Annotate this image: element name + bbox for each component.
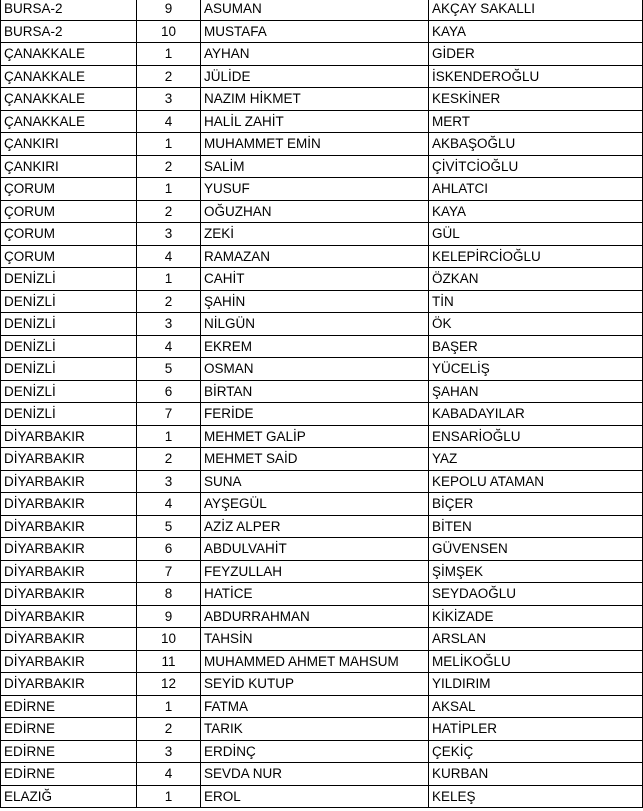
table-row <box>1 155 643 178</box>
table-row <box>1 763 643 786</box>
rank-cell: 3 <box>137 313 201 336</box>
first-name-cell: MUSTAFA <box>201 20 429 43</box>
province-cell: DİYARBAKIR <box>1 560 137 583</box>
table-row <box>1 178 643 201</box>
table-row <box>1 650 643 673</box>
first-name-cell: BİRTAN <box>201 380 429 403</box>
last-name-cell: SEYDAOĞLU <box>429 583 643 606</box>
last-name-cell: AHLATCI <box>429 178 643 201</box>
province-cell: ÇANKIRI <box>1 155 137 178</box>
last-name-cell: ÖZKAN <box>429 268 643 291</box>
last-name-cell: YAZ <box>429 448 643 471</box>
first-name-cell: ABDULVAHİT <box>201 538 429 561</box>
first-name-cell: HALİL ZAHİT <box>201 110 429 133</box>
province-cell: DİYARBAKIR <box>1 605 137 628</box>
table-row <box>1 538 643 561</box>
province-cell: EDİRNE <box>1 695 137 718</box>
first-name-cell: FEYZULLAH <box>201 560 429 583</box>
rank-cell: 3 <box>137 223 201 246</box>
first-name-cell: ABDURRAHMAN <box>201 605 429 628</box>
rank-cell: 1 <box>137 695 201 718</box>
table-row <box>1 560 643 583</box>
first-name-cell: MEHMET GALİP <box>201 425 429 448</box>
table-row <box>1 358 643 381</box>
last-name-cell: GÜL <box>429 223 643 246</box>
table-row <box>1 425 643 448</box>
province-cell: DENİZLİ <box>1 380 137 403</box>
last-name-cell: KABADAYILAR <box>429 403 643 426</box>
last-name-cell: YILDIRIM <box>429 673 643 696</box>
rank-cell: 4 <box>137 763 201 786</box>
last-name-cell: GİDER <box>429 43 643 66</box>
last-name-cell: ÖK <box>429 313 643 336</box>
last-name-cell: ARSLAN <box>429 628 643 651</box>
table-row <box>1 313 643 336</box>
first-name-cell: NİLGÜN <box>201 313 429 336</box>
table-row <box>1 65 643 88</box>
table-row <box>1 200 643 223</box>
rank-cell: 2 <box>137 448 201 471</box>
table-row <box>1 133 643 156</box>
last-name-cell: ÇEKİÇ <box>429 740 643 763</box>
last-name-cell: KELEŞ <box>429 785 643 808</box>
first-name-cell: MUHAMMET EMİN <box>201 133 429 156</box>
last-name-cell: GÜVENSEN <box>429 538 643 561</box>
last-name-cell: YÜCELİŞ <box>429 358 643 381</box>
province-cell: EDİRNE <box>1 718 137 741</box>
last-name-cell: AKSAL <box>429 695 643 718</box>
rank-cell: 7 <box>137 403 201 426</box>
table-row <box>1 583 643 606</box>
first-name-cell: AZİZ ALPER <box>201 515 429 538</box>
last-name-cell: AKBAŞOĞLU <box>429 133 643 156</box>
rank-cell: 10 <box>137 628 201 651</box>
first-name-cell: AYŞEGÜL <box>201 493 429 516</box>
first-name-cell: AYHAN <box>201 43 429 66</box>
first-name-cell: NAZIM HİKMET <box>201 88 429 111</box>
last-name-cell: AKÇAY SAKALLI <box>429 0 643 20</box>
province-cell: ÇORUM <box>1 223 137 246</box>
rank-cell: 6 <box>137 380 201 403</box>
province-cell: DİYARBAKIR <box>1 515 137 538</box>
table-row <box>1 515 643 538</box>
province-cell: ÇORUM <box>1 245 137 268</box>
province-cell: DİYARBAKIR <box>1 493 137 516</box>
province-cell: ÇANKIRI <box>1 133 137 156</box>
province-cell: ÇANAKKALE <box>1 65 137 88</box>
province-cell: ÇANAKKALE <box>1 88 137 111</box>
last-name-cell: KURBAN <box>429 763 643 786</box>
last-name-cell: KAYA <box>429 20 643 43</box>
rank-cell: 10 <box>137 20 201 43</box>
rank-cell: 6 <box>137 538 201 561</box>
province-cell: DİYARBAKIR <box>1 448 137 471</box>
province-cell: EDİRNE <box>1 740 137 763</box>
first-name-cell: ASUMAN <box>201 0 429 20</box>
first-name-cell: TARIK <box>201 718 429 741</box>
rank-cell: 1 <box>137 268 201 291</box>
last-name-cell: BAŞER <box>429 335 643 358</box>
table-row <box>1 740 643 763</box>
last-name-cell: KEPOLU ATAMAN <box>429 470 643 493</box>
table-row <box>1 605 643 628</box>
table-row <box>1 223 643 246</box>
last-name-cell: MELİKOĞLU <box>429 650 643 673</box>
province-cell: DİYARBAKIR <box>1 425 137 448</box>
last-name-cell: KESKİNER <box>429 88 643 111</box>
first-name-cell: SALİM <box>201 155 429 178</box>
table-row <box>1 448 643 471</box>
province-cell: DENİZLİ <box>1 358 137 381</box>
last-name-cell: ENSARİOĞLU <box>429 425 643 448</box>
table-row <box>1 785 643 808</box>
first-name-cell: FATMA <box>201 695 429 718</box>
table-row <box>1 628 643 651</box>
first-name-cell: ERDİNÇ <box>201 740 429 763</box>
table-row <box>1 110 643 133</box>
table-row <box>1 245 643 268</box>
first-name-cell: YUSUF <box>201 178 429 201</box>
table-row <box>1 290 643 313</box>
last-name-cell: KİKİZADE <box>429 605 643 628</box>
last-name-cell: BİTEN <box>429 515 643 538</box>
first-name-cell: OSMAN <box>201 358 429 381</box>
first-name-cell: ŞAHİN <box>201 290 429 313</box>
rank-cell: 8 <box>137 583 201 606</box>
table-row <box>1 20 643 43</box>
rank-cell: 1 <box>137 178 201 201</box>
last-name-cell: KAYA <box>429 200 643 223</box>
last-name-cell: ŞAHAN <box>429 380 643 403</box>
candidate-table-body <box>1 0 643 808</box>
table-row <box>1 268 643 291</box>
province-cell: DİYARBAKIR <box>1 673 137 696</box>
rank-cell: 4 <box>137 493 201 516</box>
rank-cell: 2 <box>137 290 201 313</box>
first-name-cell: OĞUZHAN <box>201 200 429 223</box>
first-name-cell: CAHİT <box>201 268 429 291</box>
last-name-cell: TİN <box>429 290 643 313</box>
rank-cell: 4 <box>137 335 201 358</box>
province-cell: ÇANAKKALE <box>1 110 137 133</box>
rank-cell: 3 <box>137 88 201 111</box>
province-cell: ÇORUM <box>1 178 137 201</box>
table-row <box>1 695 643 718</box>
rank-cell: 9 <box>137 0 201 20</box>
last-name-cell: KELEPİRCİOĞLU <box>429 245 643 268</box>
rank-cell: 2 <box>137 155 201 178</box>
rank-cell: 2 <box>137 65 201 88</box>
table-row <box>1 43 643 66</box>
province-cell: DİYARBAKIR <box>1 470 137 493</box>
province-cell: BURSA-2 <box>1 0 137 20</box>
rank-cell: 3 <box>137 470 201 493</box>
first-name-cell: HATİCE <box>201 583 429 606</box>
table-row <box>1 88 643 111</box>
rank-cell: 12 <box>137 673 201 696</box>
first-name-cell: FERİDE <box>201 403 429 426</box>
last-name-cell: MERT <box>429 110 643 133</box>
province-cell: ÇANAKKALE <box>1 43 137 66</box>
table-row <box>1 403 643 426</box>
first-name-cell: TAHSİN <box>201 628 429 651</box>
rank-cell: 11 <box>137 650 201 673</box>
province-cell: DENİZLİ <box>1 403 137 426</box>
rank-cell: 4 <box>137 110 201 133</box>
province-cell: DENİZLİ <box>1 335 137 358</box>
table-row <box>1 718 643 741</box>
province-cell: ELAZIĞ <box>1 785 137 808</box>
table-row <box>1 380 643 403</box>
last-name-cell: HATİPLER <box>429 718 643 741</box>
first-name-cell: EKREM <box>201 335 429 358</box>
rank-cell: 5 <box>137 358 201 381</box>
table-row <box>1 673 643 696</box>
last-name-cell: BİÇER <box>429 493 643 516</box>
last-name-cell: ÇİVİTCİOĞLU <box>429 155 643 178</box>
province-cell: DİYARBAKIR <box>1 628 137 651</box>
rank-cell: 1 <box>137 785 201 808</box>
first-name-cell: SEYİD KUTUP <box>201 673 429 696</box>
rank-cell: 3 <box>137 740 201 763</box>
first-name-cell: JÜLİDE <box>201 65 429 88</box>
province-cell: DİYARBAKIR <box>1 650 137 673</box>
first-name-cell: RAMAZAN <box>201 245 429 268</box>
table-row <box>1 335 643 358</box>
province-cell: DİYARBAKIR <box>1 538 137 561</box>
province-cell: ÇORUM <box>1 200 137 223</box>
rank-cell: 7 <box>137 560 201 583</box>
first-name-cell: EROL <box>201 785 429 808</box>
table-row <box>1 493 643 516</box>
province-cell: BURSA-2 <box>1 20 137 43</box>
province-cell: DENİZLİ <box>1 290 137 313</box>
province-cell: DİYARBAKIR <box>1 583 137 606</box>
last-name-cell: ŞİMŞEK <box>429 560 643 583</box>
rank-cell: 1 <box>137 43 201 66</box>
rank-cell: 2 <box>137 200 201 223</box>
rank-cell: 2 <box>137 718 201 741</box>
table-row <box>1 0 643 20</box>
last-name-cell: İSKENDEROĞLU <box>429 65 643 88</box>
table-row <box>1 470 643 493</box>
rank-cell: 4 <box>137 245 201 268</box>
rank-cell: 9 <box>137 605 201 628</box>
first-name-cell: ZEKİ <box>201 223 429 246</box>
province-cell: DENİZLİ <box>1 268 137 291</box>
first-name-cell: MUHAMMED AHMET MAHSUM <box>201 650 429 673</box>
rank-cell: 1 <box>137 425 201 448</box>
province-cell: EDİRNE <box>1 763 137 786</box>
rank-cell: 1 <box>137 133 201 156</box>
rank-cell: 5 <box>137 515 201 538</box>
province-cell: DENİZLİ <box>1 313 137 336</box>
first-name-cell: SEVDA NUR <box>201 763 429 786</box>
first-name-cell: SUNA <box>201 470 429 493</box>
first-name-cell: MEHMET SAİD <box>201 448 429 471</box>
